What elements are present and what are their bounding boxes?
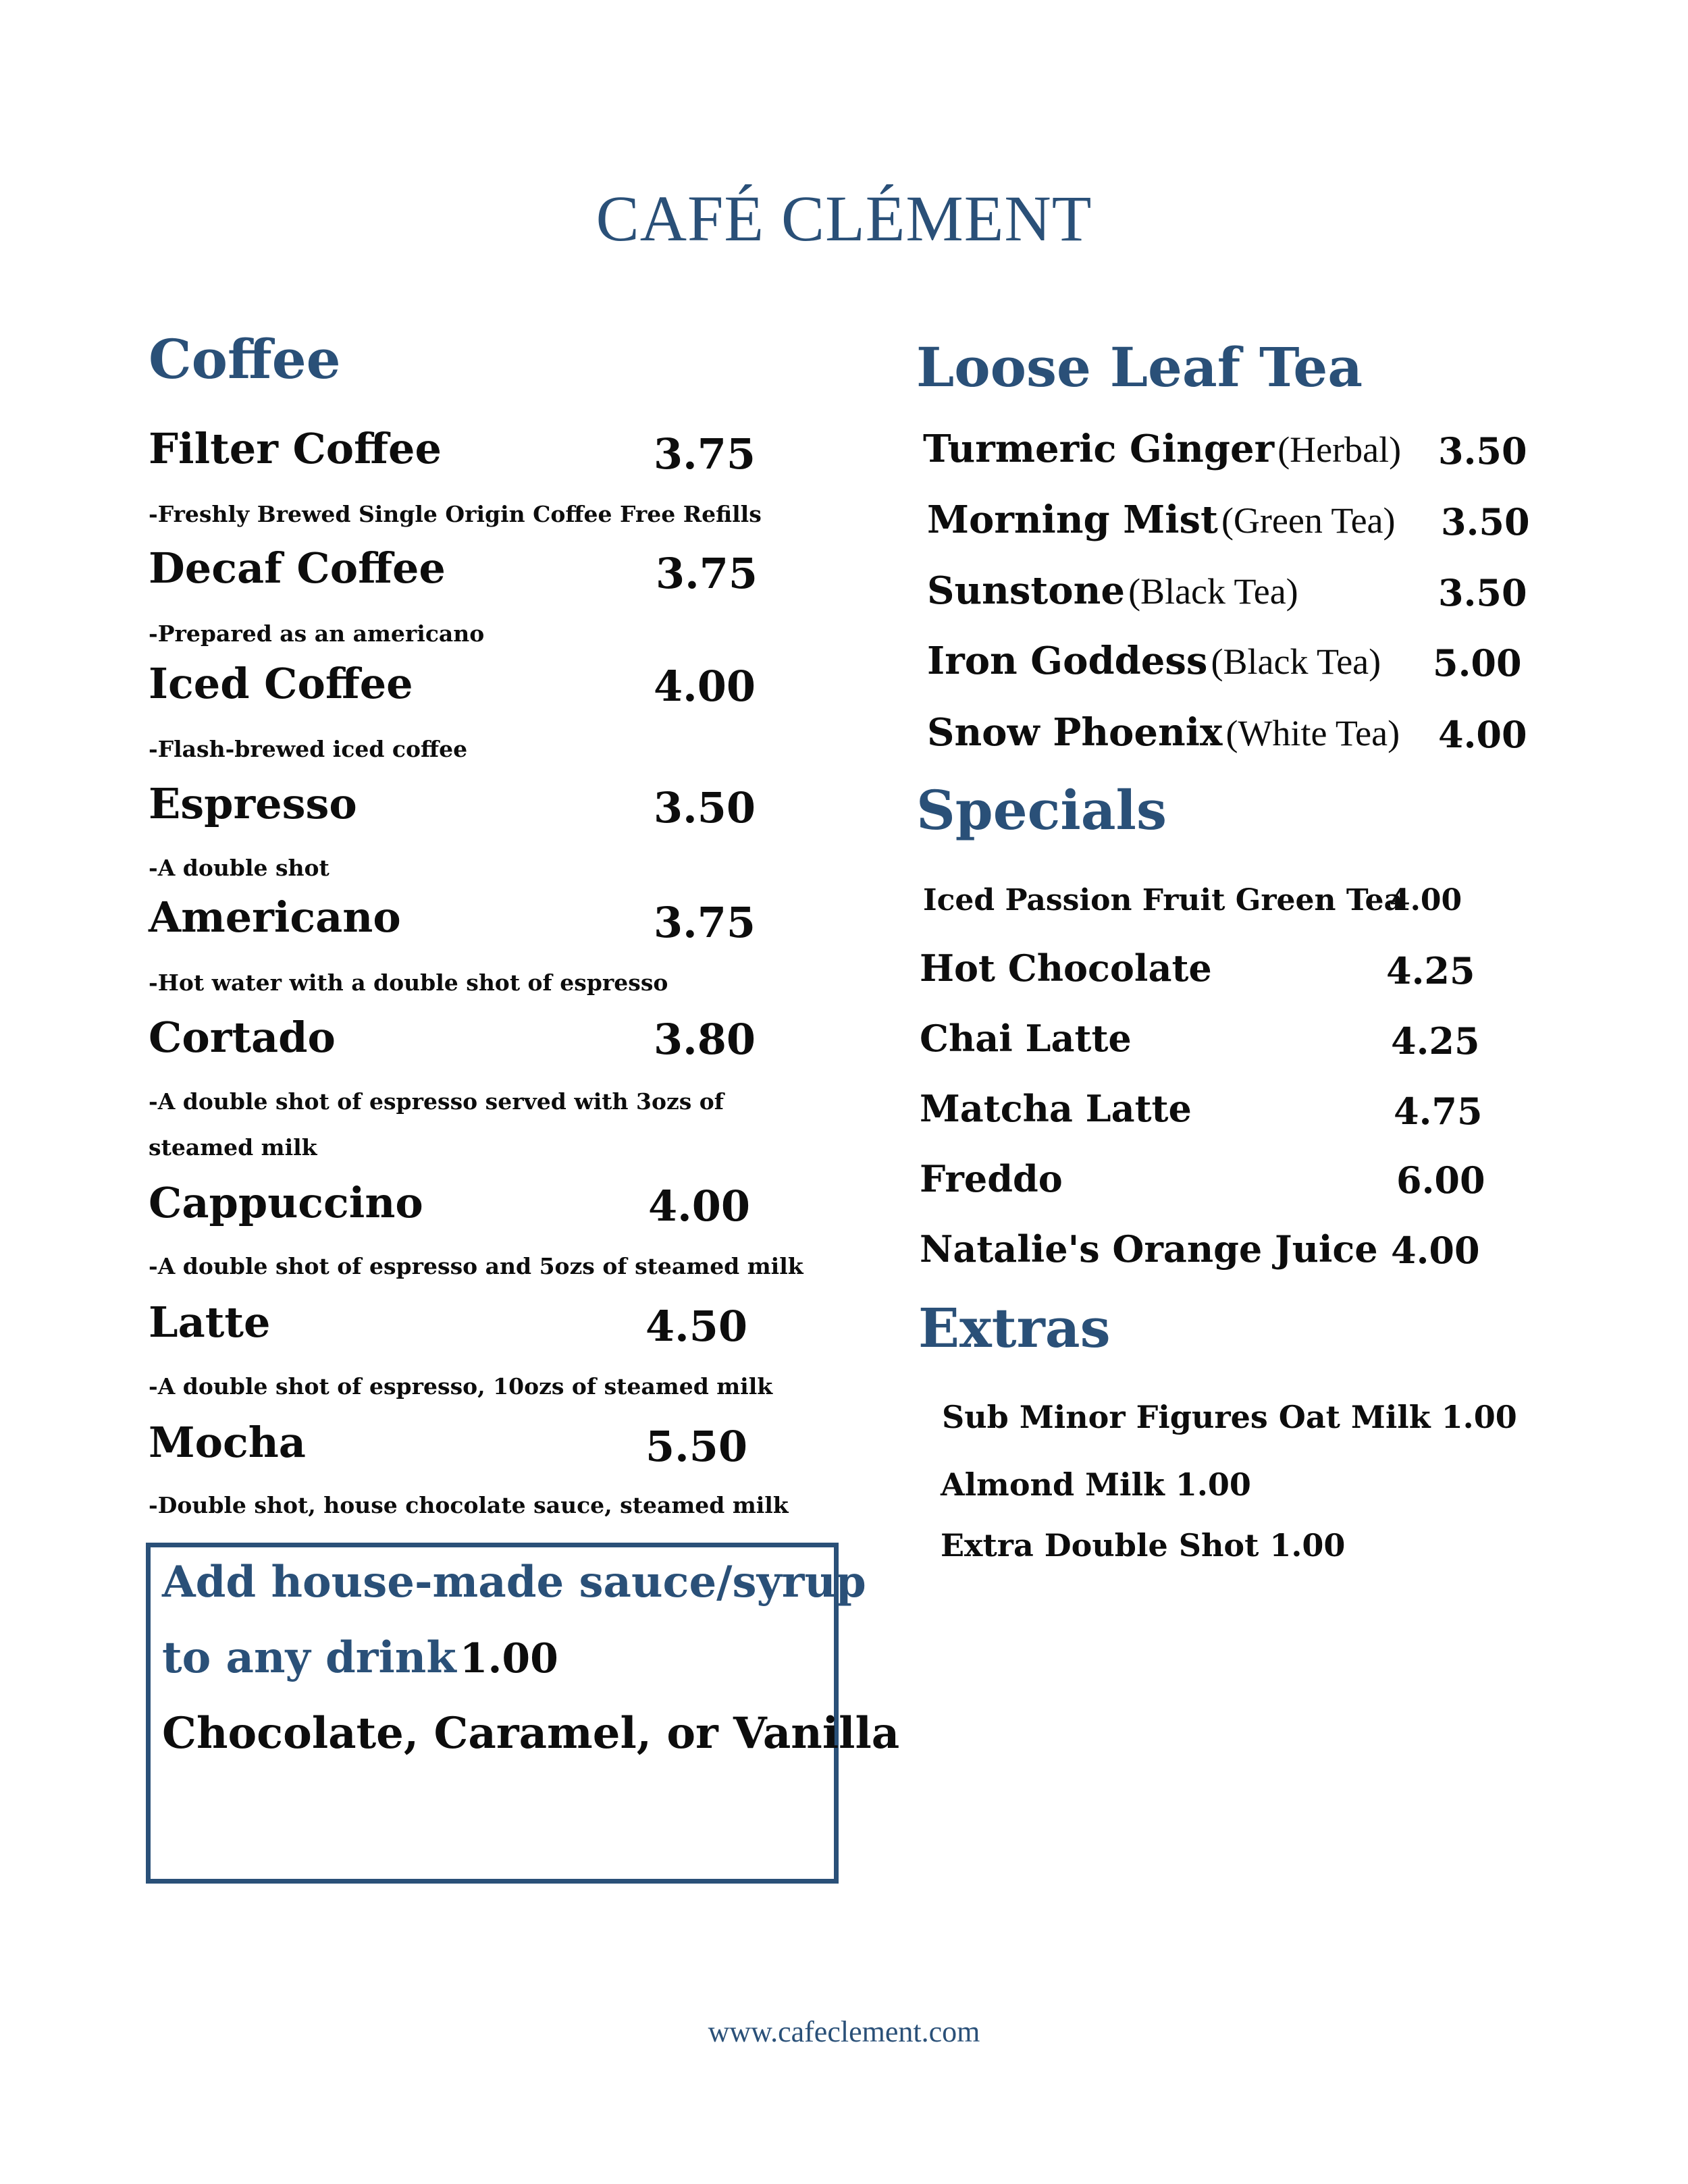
specials-heading: Specials [916, 778, 1167, 842]
coffee-item-name: Iced Coffee [149, 659, 413, 708]
coffee-item-name: Cortado [149, 1013, 336, 1062]
extras-heading: Extras [918, 1296, 1111, 1360]
special-item-price: 4.00 [1391, 1229, 1480, 1272]
coffee-item-name: Decaf Coffee [149, 543, 446, 593]
coffee-item-name: Mocha [149, 1418, 306, 1467]
special-item-name: Iced Passion Fruit Green Tea [923, 883, 1404, 917]
coffee-item-name: Espresso [149, 779, 357, 828]
coffee-item-price: 3.75 [656, 549, 758, 598]
coffee-item-name: Filter Coffee [149, 424, 442, 473]
page-title: CAFÉ CLÉMENT [596, 182, 1092, 255]
special-item-name: Freddo [920, 1157, 1063, 1200]
addon-line-2 [162, 1632, 558, 1683]
tea-item-name: Snow Phoenix [927, 710, 1223, 755]
special-item-price: 6.00 [1396, 1158, 1485, 1202]
coffee-item-desc: -A double shot of espresso and 5ozs of steamed milk [149, 1253, 803, 1279]
coffee-item-price: 4.00 [648, 1181, 751, 1231]
extra-item [941, 1466, 1251, 1503]
coffee-item-name: Cappuccino [149, 1178, 423, 1227]
tea-heading: Loose Leaf Tea [916, 336, 1363, 399]
tea-item-type: (Herbal) [1277, 429, 1402, 470]
tea-item-label [927, 498, 1396, 542]
extra-item [942, 1399, 1517, 1435]
coffee-item-name: Latte [149, 1298, 271, 1347]
extra-item-price: 1.00 [1441, 1399, 1517, 1435]
tea-item-price: 3.50 [1441, 500, 1530, 543]
extra-item-price: 1.00 [1269, 1527, 1346, 1564]
special-item-name: Chai Latte [920, 1017, 1132, 1060]
extra-item-name: Almond Milk [941, 1466, 1165, 1503]
extra-item-name: Extra Double Shot [941, 1527, 1259, 1564]
tea-item-name: Sunstone [927, 568, 1125, 613]
tea-item-type: (Black Tea) [1128, 571, 1298, 612]
tea-item-type: (Black Tea) [1211, 641, 1381, 682]
addon-heading: Add house-made sauce/syrup [162, 1557, 866, 1607]
special-item-price: 4.25 [1391, 1019, 1480, 1063]
addon-price: 1.00 [459, 1635, 558, 1682]
coffee-item-desc-continued: steamed milk [149, 1134, 317, 1161]
addon-options: Chocolate, Caramel, or Vanilla [162, 1708, 900, 1759]
coffee-item-desc: -Flash-brewed iced coffee [149, 736, 468, 762]
special-item-name: Natalie's Orange Juice [920, 1227, 1378, 1271]
coffee-item-desc: -A double shot of espresso, 10ozs of steamed milk [149, 1373, 773, 1400]
tea-item-label [927, 568, 1298, 613]
coffee-item-desc: -A double shot [149, 855, 329, 881]
tea-item-price: 3.50 [1438, 571, 1527, 614]
coffee-item-price: 4.50 [645, 1302, 748, 1351]
special-item-name: Matcha Latte [920, 1087, 1192, 1130]
coffee-item-price: 3.80 [654, 1015, 756, 1064]
tea-item-label [923, 427, 1401, 471]
website-link[interactable]: www.cafeclement.com [708, 2015, 980, 2048]
coffee-item-desc: -Prepared as an americano [149, 620, 485, 647]
tea-item-type: (White Tea) [1225, 713, 1400, 753]
tea-item-name: Morning Mist [927, 498, 1218, 542]
tea-item-label [927, 710, 1400, 755]
coffee-item-price: 3.75 [654, 898, 756, 947]
tea-item-type: (Green Tea) [1221, 500, 1396, 541]
special-item-price: 4.00 [1390, 883, 1462, 917]
coffee-item-desc: -Hot water with a double shot of espresso [149, 969, 668, 996]
coffee-item-price: 4.00 [654, 662, 756, 711]
special-item-price: 4.25 [1386, 949, 1475, 992]
coffee-heading: Coffee [149, 327, 341, 391]
addon-heading-continued: to any drink [162, 1632, 456, 1683]
coffee-item-price: 3.75 [654, 429, 756, 479]
coffee-item-price: 5.50 [645, 1422, 748, 1471]
extra-item-name: Sub Minor Figures Oat Milk [942, 1399, 1431, 1435]
tea-item-name: Turmeric Ginger [923, 427, 1275, 471]
tea-item-name: Iron Goddess [927, 639, 1208, 683]
extra-item [941, 1527, 1345, 1564]
tea-item-label [927, 639, 1381, 683]
special-item-price: 4.75 [1394, 1090, 1483, 1133]
tea-item-price: 3.50 [1438, 429, 1527, 473]
coffee-item-name: Americano [149, 893, 401, 942]
tea-item-price: 5.00 [1433, 641, 1522, 685]
coffee-item-desc: -A double shot of espresso served with 3ozs of [149, 1088, 724, 1115]
coffee-item-desc: -Freshly Brewed Single Origin Coffee Free Refills [149, 501, 762, 527]
tea-item-price: 4.00 [1438, 713, 1527, 756]
coffee-item-price: 3.50 [654, 783, 756, 832]
extra-item-price: 1.00 [1175, 1466, 1251, 1503]
coffee-item-desc: -Double shot, house chocolate sauce, steamed milk [149, 1492, 789, 1518]
special-item-name: Hot Chocolate [920, 947, 1212, 990]
